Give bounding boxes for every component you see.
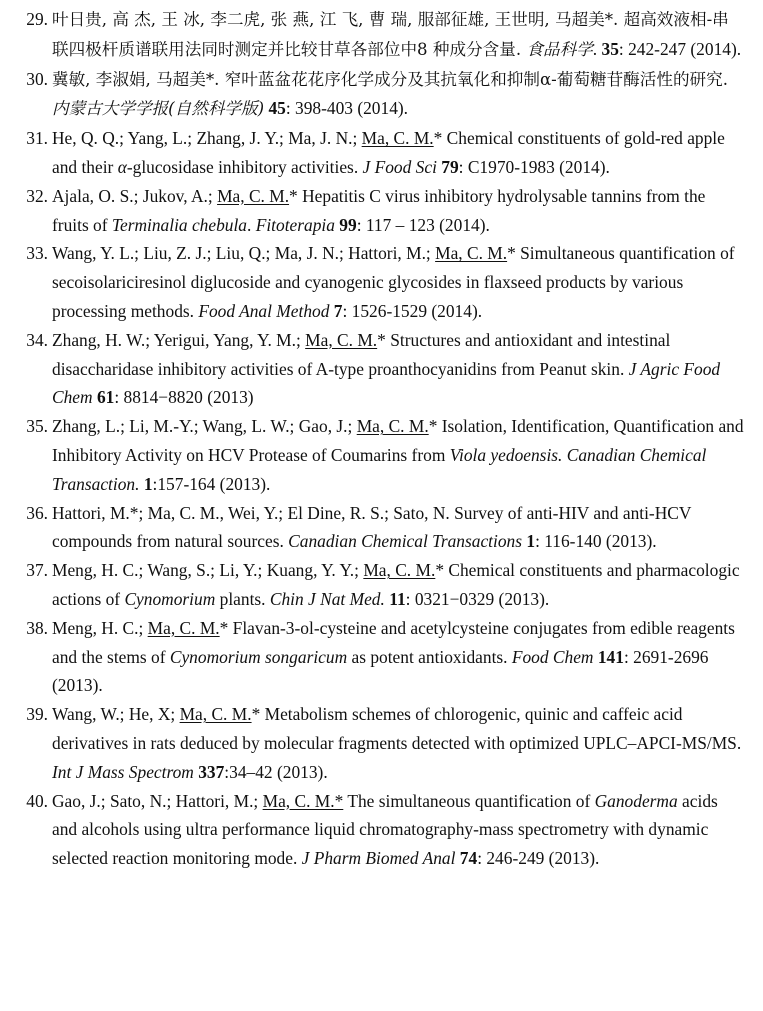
reference-number: 31. [26,128,48,149]
reference-segment: :34–42 (2013). [224,761,328,782]
reference-segment: acids and alcohols using ultra performance liquid chromatography-mass spectrometry with dynamic selected reaction monitoring mode. [52,790,718,869]
reference-segment: : 8814−8820 (2013) [114,387,254,408]
reference-number: 32. [26,185,48,206]
reference-segment: Viola yedoensis. Canadian Chemical Transaction. [52,444,707,494]
reference-number: 34. [26,329,48,350]
reference-list [8,5,745,873]
reference-number: 40. [26,790,48,811]
reference-segment: plants. [215,588,270,609]
reference-segment: Food Anal Method [198,300,330,321]
reference-segment: The simultaneous quantification of [343,790,595,811]
reference-segment: : 398-403 (2014). [285,98,409,119]
reference-segment: α [117,156,127,177]
reference-segment: J Food Sci [362,156,437,177]
reference-segment: 61 [96,387,115,408]
reference-item [8,700,745,786]
reference-number: 39. [26,704,48,725]
reference-number: 35. [26,416,48,437]
reference-text [52,69,728,119]
reference-segment: : 117 – 123 (2014). [356,214,490,235]
reference-segment: Ma, C. M. [363,560,436,581]
reference-segment: Ma, C. M. [217,185,290,206]
reference-item [8,614,745,700]
reference-segment: : 116-140 (2013). [535,531,657,552]
reference-segment: : 246-249 (2013). [477,848,600,869]
reference-segment: 7 [333,300,343,321]
reference-segment: Hattori, M.*; Ma, C. M., Wei, Y.; El Dine, R. S.; Sato, N. Survey of anti-HIV and anti-HCV compounds from natural sources. [52,502,692,552]
reference-segment: * Chemical constituents and pharmacologic actions of [52,560,740,609]
reference-text [52,560,740,609]
reference-text [52,9,741,59]
reference-item [8,182,745,240]
reference-segment: Ma, C. M. [179,704,252,725]
reference-segment: * Metabolism schemes of chlorogenic, quinic and caffeic acid derivatives in rats deduced by molecular fragments detected with optimized UPLC–APCI-MS/MS. [52,704,742,753]
reference-text [52,704,741,782]
reference-segment: 141 [597,646,624,667]
reference-segment: Ma, C. M. [147,617,220,638]
reference-segment: -glucosidase inhibitory activities. [126,156,363,177]
reference-segment: 食品科学 [526,39,593,59]
reference-segment: . [592,38,602,59]
reference-item [8,65,745,125]
reference-segment: Cynomorium [124,588,216,609]
reference-item [8,124,745,182]
reference-segment: Zhang, H. W.; Yerigui, Yang, Y. M.; [52,329,306,350]
reference-segment: Wang, Y. L.; Liu, Z. J.; Liu, Q.; Ma, J. N.; Hattori, M.; [52,243,436,264]
reference-segment: . [247,214,256,235]
reference-number: 38. [26,617,48,638]
reference-text [52,128,725,177]
reference-text [52,186,705,235]
reference-segment: 337 [198,761,225,782]
reference-segment: 79 [441,156,459,177]
reference-segment: : 0321−0329 (2013). [405,588,550,609]
reference-segment: * Chemical constituents of gold-red apple and their [52,128,725,177]
reference-segment: Ma, C. M. [356,416,429,437]
reference-item [8,556,745,614]
reference-text [52,330,720,408]
reference-segment: Fitoterapia [255,214,335,235]
reference-segment: 冀敏, 李淑娟, 马超美*. 窄叶蓝盆花花序化学成分及其抗氧化和抑制α-葡萄糖苷酶活性的研究. [52,69,728,89]
reference-segment: * Structures and antioxidant and intestinal disaccharidase inhibitory activities of A-type proanthocyanidins from Peanut skin. [52,329,671,379]
reference-segment: Food Chem [511,646,594,667]
reference-segment: Cynomorium songaricum [169,646,348,667]
reference-segment: * Simultaneous quantification of secoisolariciresinol diglucoside and cyanogenic glycosides in flaxseed products by various processing methods. [52,243,735,321]
reference-segment: Wang, W.; He, X; [52,704,180,725]
reference-segment: Meng, H. C.; Wang, S.; Li, Y.; Kuang, Y. Y.; [52,560,364,581]
reference-segment: 叶日贵, 高 杰, 王 冰, 李二虎, 张 燕, 江 飞, 曹 瑞, 服部征雄, 王世明, 马超美*. 超高效液相-串联四极杆质谱联用法同时测定并比较甘草各部位中8 种成分含量. [52,10,729,59]
reference-segment: :157-164 (2013). [152,473,271,494]
reference-text [52,416,744,494]
reference-segment: Int J Mass Spectrom [52,761,194,782]
reference-segment: J Pharm Biomed Anal [301,848,456,869]
reference-number: 30. [26,68,48,89]
reference-segment: * Isolation, Identification, Quantification and Inhibitory Activity on HCV Protease of Coumarins from [52,416,744,465]
reference-segment: Canadian Chemical Transactions [288,531,522,552]
reference-segment: : 242-247 (2014). [618,38,742,59]
reference-item [8,412,745,498]
reference-number: 37. [26,560,48,581]
reference-segment: Ganoderma [594,790,678,811]
reference-text [52,791,718,869]
reference-segment: : 2691-2696 (2013). [52,646,709,696]
reference-segment: Ma, C. M. [305,329,378,350]
reference-item [8,499,745,557]
reference-segment: Ma, C. M. [361,128,434,149]
reference-segment: : C1970-1983 (2014). [458,156,610,177]
reference-segment: He, Q. Q.; Yang, L.; Zhang, J. Y.; Ma, J. N.; [52,128,362,149]
reference-segment: 99 [339,214,357,235]
reference-segment: Ajala, O. S.; Jukov, A.; [52,185,218,206]
reference-segment: Zhang, L.; Li, M.-Y.; Wang, L. W.; Gao, J.; [52,416,357,437]
reference-segment: 内蒙古大学学报(自然科学版) [52,99,265,119]
reference-number: 29. [26,9,48,29]
reference-segment: as potent antioxidants. [347,646,512,667]
reference-segment: 45 [268,98,286,119]
reference-segment: 74 [459,848,478,869]
reference-segment: Ma, C. M.* [262,790,344,811]
reference-segment: Chin J Nat Med. [269,588,385,609]
reference-item [8,5,745,65]
reference-segment: Ma, C. M. [435,243,508,264]
reference-text [52,243,735,321]
reference-segment: 1 [526,531,536,552]
reference-segment: * Flavan-3-ol-cysteine and acetylcysteine conjugates from edible reagents and the stems of [52,617,735,667]
reference-item [8,787,745,873]
reference-text [52,618,735,696]
reference-segment: 11 [389,588,406,609]
reference-number: 33. [26,243,48,264]
reference-segment: Terminalia chebula [111,214,248,235]
reference-item [8,239,745,325]
reference-segment: Meng, H. C.; [52,617,148,638]
reference-segment: 35 [601,38,619,59]
reference-segment: J Agric Food Chem [52,358,721,408]
reference-text [52,503,691,552]
reference-segment: : 1526-1529 (2014). [342,300,483,321]
reference-segment: * Hepatitis C virus inhibitory hydrolysable tannins from the fruits of [52,185,706,235]
reference-item [8,326,745,412]
reference-segment: 1 [143,473,153,494]
reference-number: 36. [26,502,48,523]
reference-segment: Gao, J.; Sato, N.; Hattori, M.; [52,790,263,811]
